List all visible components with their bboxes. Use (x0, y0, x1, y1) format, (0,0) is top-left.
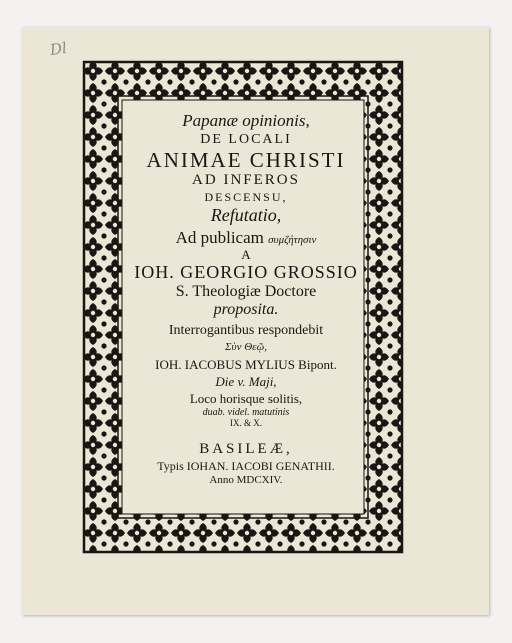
title-line: ANIMAE CHRISTI (146, 148, 346, 172)
disputation-hours-numerals: IX. & X. (230, 418, 262, 428)
title-line: A (241, 247, 251, 262)
title-line: proposita. (213, 301, 279, 318)
title-line: Refutatio, (210, 205, 282, 225)
title-line: AD INFEROS (192, 172, 300, 188)
title-page-text (130, 104, 362, 486)
title-line: Papanæ opinionis, (182, 111, 310, 130)
imprint-year: Anno MDCXIV. (209, 474, 283, 486)
title-line-text: Ad publicam (175, 228, 264, 247)
author-title: S. Theologiæ Doctore (175, 283, 317, 300)
pencil-annotation: Dl (48, 38, 68, 60)
imprint-printer: Typis IOHAN. IACOBI GENATHII. (157, 459, 335, 473)
disputation-place: Loco horisque solitis, (189, 391, 303, 406)
title-line: Interrogantibus respondebit (168, 323, 324, 338)
title-line: DESCENSU, (204, 190, 288, 204)
imprint-place: BASILEÆ, (199, 441, 293, 457)
disputation-date: Die v. Maji, (215, 374, 277, 389)
author-name: IOH. GEORGIO GROSSIO (134, 262, 358, 282)
respondent-name: IOH. IACOBUS MYLIUS Bipont. (155, 357, 337, 372)
title-line (130, 229, 362, 246)
greek-word: συμζήτησιν (268, 234, 317, 246)
title-line: DE LOCALI (200, 132, 292, 147)
greek-phrase: Σὺν Θεῷ, (224, 341, 267, 353)
disputation-hours: duab. videl. matutinis (202, 407, 290, 418)
